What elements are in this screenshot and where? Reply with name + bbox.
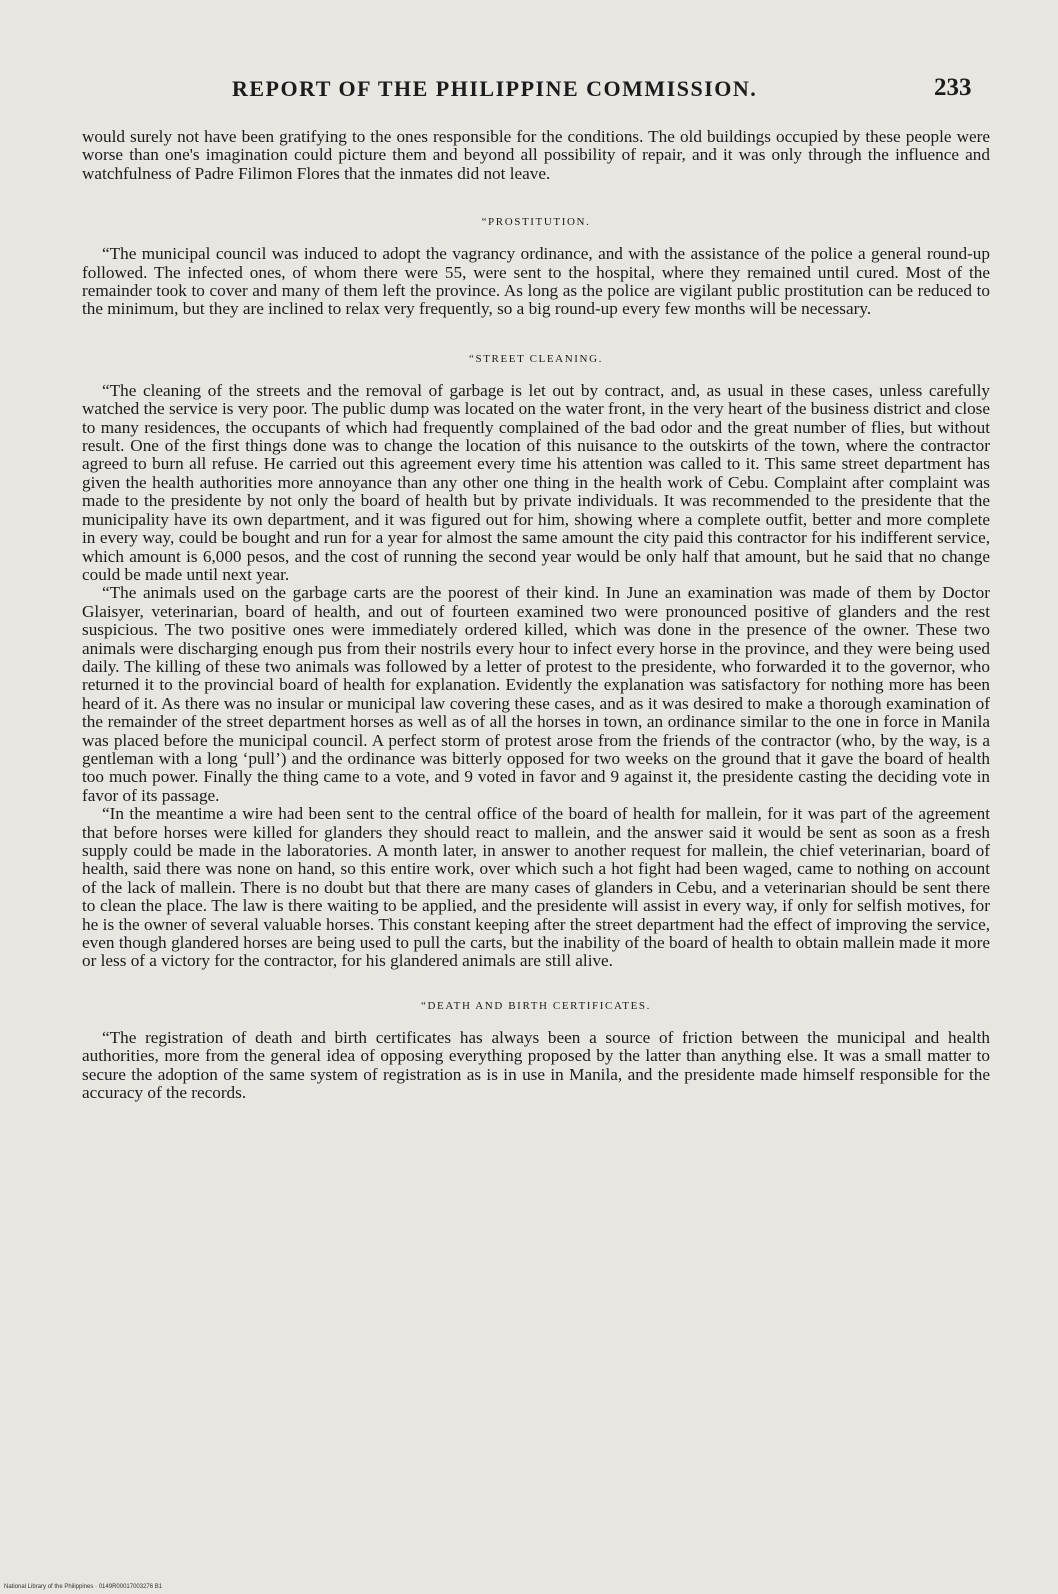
paragraph-prostitution: “The municipal council was induced to adopt the vagrancy ordinance, and with the assistance of the police a general round-up followed. The infected ones, of whom there were 55, were sent to the hospital, where they remained until cured. Most of the remainder took to cover and many of them left the province. As long as the police are vigilant public prostitution can be reduced to the minimum, but they are inclined to relax very frequently, so a big round-up every few months will be necessary. bbox=[82, 244, 990, 319]
page-number: 233 bbox=[934, 74, 972, 101]
opening-paragraph: would surely not have been gratifying to the ones responsible for the conditions. The old buildings occupied by these people were worse than one's imagination could picture them and beyond all possibility of repair, and it was only through the influence and watchfulness of Padre Filimon Flores that the inmates did not leave. bbox=[82, 127, 990, 183]
paragraph-street-cleaning-2: “The animals used on the garbage carts are the poorest of their kind. In June an examination was made of them by Doctor Glaisyer, veterinarian, board of health, and out of fourteen examined two were pronounced positive of glanders and the rest suspicious. The two positive ones were immediately ordered killed, which was done in the presence of the owner. These two animals were discharging enough pus from their nostrils every hour to infect every horse in the province, and they were being used daily. The killing of these two animals was followed by a letter of protest to the presidente, who forwarded it to the governor, who returned it to the provincial board of health for explanation. Evidently the explanation was satisfactory for nothing more has been heard of it. As there was no insular or municipal law covering these cases, and as it was desired to make a thorough examination of the remainder of the street department horses as well as of all the horses in town, an ordinance similar to the one in force in Manila was placed before the municipal council. A perfect storm of protest arose from the friends of the contractor (who, by the way, is a gentleman with a long ‘pull’) and the ordinance was bitterly opposed for two weeks on the ground that it gave the board of health too much power. Finally the thing came to a vote, and 9 voted in favor and 9 against it, the presidente casting the deciding vote in favor of its passage. bbox=[82, 583, 990, 805]
paragraph-street-cleaning-1: “The cleaning of the streets and the removal of garbage is let out by contract, and, as usual in these cases, unless carefully watched the service is very poor. The public dump was located on the water front, in the very heart of the business district and close to many residences, the occupants of which had frequently complained of the bad odor and the great number of flies, but without result. One of the first things done was to change the location of this nuisance to the outskirts of the town, where the contractor agreed to burn all refuse. He carried out this agreement every time his attention was called to it. This same street department has given the health authorities more annoyance than any other one thing in the health work of Cebu. Complaint after complaint was made to the presidente by not only the board of health but by private individuals. It was recommended to the presidente that the municipality have its own department, and it was figured out for him, showing where a complete outfit, better and more complete in every way, could be bought and run for a year for almost the same amount the city paid this contractor for his indifferent service, which amount is 6,000 pesos, and the cost of running the second year would be only half that amount, but he said that no change could be made until next year. bbox=[82, 380, 990, 584]
running-title: REPORT OF THE PHILIPPINE COMMISSION. bbox=[232, 76, 758, 101]
paragraph-certificates: “The registration of death and birth certificates has always been a source of friction between the municipal and health authorities, more from the general idea of opposing everything proposed by the latter than anything else. It was a small matter to secure the adoption of the same system of registration as is in use in Manila, and the presidente made himself responsible for the accuracy of the records. bbox=[82, 1027, 990, 1103]
library-credit: National Library of the Philippines · 0149R00017003276 B1 bbox=[4, 1584, 163, 1590]
section-heading-street-cleaning: “STREET CLEANING. bbox=[469, 352, 603, 365]
section-heading-certificates: “DEATH AND BIRTH CERTIFICATES. bbox=[420, 999, 651, 1012]
paragraph-street-cleaning-3: “In the meantime a wire had been sent to the central office of the board of health for mallein, for it was part of the agreement that before horses were killed for glanders they should react to mallein, and the answer said it would be sent as soon as a fresh supply could be made in the laboratories. A month later, in answer to another request for mallein, the chief veterinarian, board of health, said there was none on hand, so this entire work, over which such a hot fight had been waged, came to nothing on account of the lack of mallein. There is no doubt but that there are many cases of glanders in Cebu, and a veterinarian should be sent there to clean the place. The law is there waiting to be applied, and the presidente will assist in every way, if only for selfish motives, for he is the owner of several valuable horses. This constant keeping after the street department had the effect of improving the service, even though glandered horses are being used to pull the carts, but the inability of the board of health to obtain mallein made it more or less of a victory for the contractor, for his glandered animals are still alive. bbox=[82, 804, 990, 971]
section-heading-prostitution: “PROSTITUTION. bbox=[481, 216, 591, 229]
body-text bbox=[82, 128, 990, 1102]
